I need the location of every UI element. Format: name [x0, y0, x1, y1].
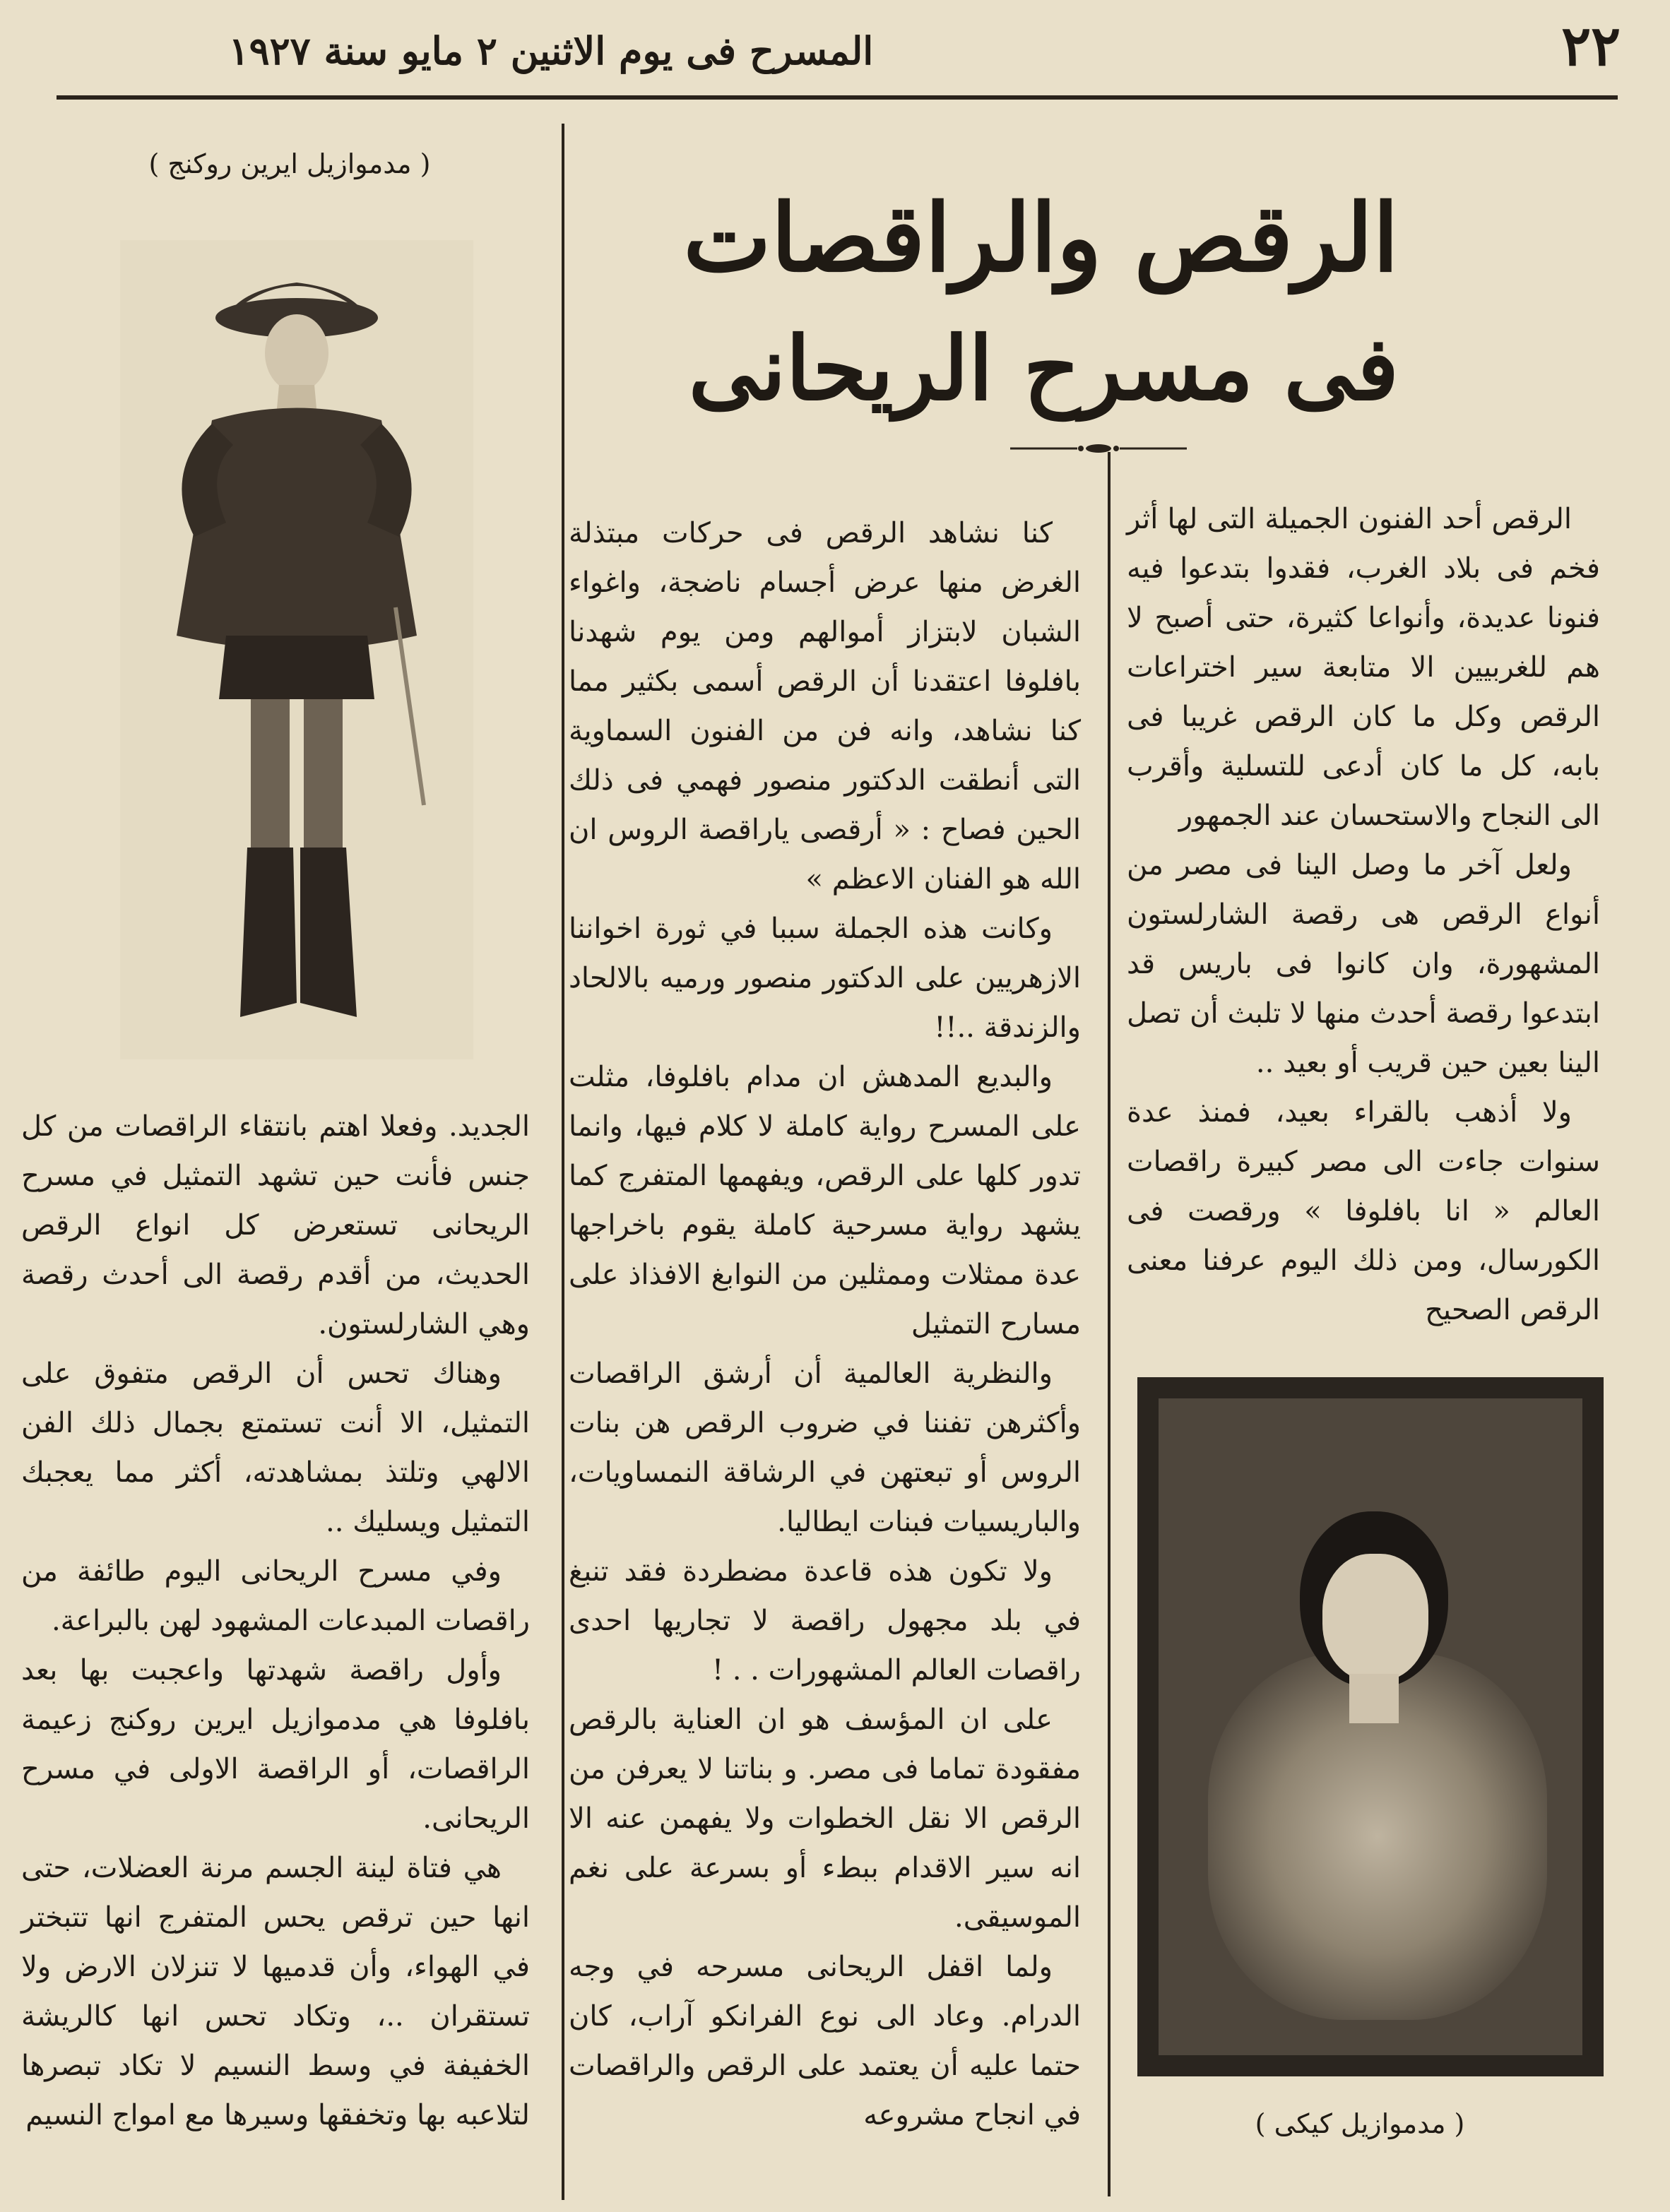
article-subtitle: فى مسرح الريحانى — [688, 318, 1399, 420]
portrait-neck — [1349, 1674, 1399, 1723]
title-ornament — [1010, 441, 1187, 456]
paragraph: وأول راقصة شهدتها واعجبت بها بعد بافلوفا هي مدموازيل ايرين روكنج زعيمة الراقصات، أو الراقصة الاولى في مسرح الريحانى. — [21, 1654, 530, 1835]
column-divider — [1108, 452, 1111, 2196]
page-number: ٢٢ — [1561, 14, 1621, 78]
paragraph: كنا نشاهد الرقص فى حركات مبتذلة الغرض منها عرض أجسام ناضجة، واغواء الشبان لابتزاز أموالهم ومن يوم شهدنا بافلوفا اعتقدنا أن الرقص أسمى بكثير مما كنا نشاهد، وانه فن من الفنون السماوية التى أنطقت الدكتور منصور فهمي فى ذلك الحين فصاح : « أرقصى ياراقصة الروس ان الله هو الفنان الاعظم » — [569, 517, 1081, 896]
article-column-middle — [569, 509, 1081, 2140]
running-header: المسرح فى يوم الاثنين ٢ مايو سنة ١٩٢٧ — [228, 28, 874, 73]
column-divider — [562, 124, 564, 2200]
article-column-left — [21, 1102, 530, 2140]
paragraph: وفي مسرح الريحانى اليوم طائفة من راقصات المبدعات المشهود لهن بالبراعة. — [21, 1555, 530, 1637]
portrait-photo — [1137, 1377, 1604, 2076]
portrait-face — [1322, 1554, 1428, 1681]
photo-caption-left: ( مدموازيل ايرين روكنج ) — [148, 148, 431, 179]
photo-caption-right: ( مدموازيل كيكى ) — [1255, 2108, 1465, 2139]
paragraph: ولما اقفل الريحانى مسرحه في وجه الدرام. وعاد الى نوع الفرانكو آراب، كان حتما عليه أن يعتمد على الرقص والراقصات في انجاح مشروعه — [569, 1951, 1081, 2131]
paragraph: والبديع المدهش ان مدام بافلوفا، مثلت على المسرح رواية كاملة لا كلام فيها، وانما تدور كلها على الرقص، ويفهمها المتفرج كما يشهد رواية مسرحية كاملة يقوم باخراجها عدة ممثلات وممثلين من النوابغ الافذاذ على مسارح التمثيل — [569, 1061, 1081, 1340]
article-title: الرقص والراقصات — [683, 184, 1399, 293]
header-rule — [57, 95, 1618, 100]
paragraph: ولا تكون هذه قاعدة مضطردة فقد تنبغ في بلد مجهول راقصة لا تجاريها احدى راقصات العالم المشهورات . . ! — [569, 1555, 1081, 1687]
paragraph: ولعل آخر ما وصل الينا فى مصر من أنواع الرقص هى رقصة الشارلستون المشهورة، وان كانوا فى باريس قد ابتدعوا رقصة أحدث منها لا تلبث أن تصل الينا بعين حين قريب أو بعيد .. — [1127, 849, 1600, 1079]
paragraph: وهناك تحس أن الرقص متفوق على التمثيل، الا أنت تستمتع بجمال ذلك الفن الالهي وتلتذ بمشاهدته، أكثر مما يعجبك التمثيل ويسليك .. — [21, 1357, 530, 1538]
paragraph: وكانت هذه الجملة سببا في ثورة اخواننا الازهريين على الدكتور منصور ورميه بالالحاد والزندقة ..!! — [569, 912, 1081, 1044]
paragraph: على ان المؤسف هو ان العناية بالرقص مفقودة تماما فى مصر. و بناتنا لا يعرفن من الرقص الا نقل الخطوات ولا يفهمن عنه الا انه سير الاقدام ببطء أو بسرعة على نغم الموسيقى. — [569, 1703, 1081, 1934]
paragraph: الرقص أحد الفنون الجميلة التى لها أثر فخم فى بلاد الغرب، فقدوا بتدعوا فيه فنونا عديدة، وأنواعا كثيرة، حتى أصبح لا هم للغربيين الا متابعة سير اختراعات الرقص وكل ما كان الرقص غريبا فى بابه، كل ما كان أدعى للتسلية وأقرب الى النجاح والاستحسان عند الجمهور — [1127, 503, 1600, 832]
paragraph: هي فتاة لينة الجسم مرنة العضلات، حتى انها حين ترقص يحس المتفرج انها تتبختر في الهواء، وأن قدميها لا تنزلان الارض ولا تستقران ..، وتكاد تحس انها كالريشة الخفيفة في وسط النسيم لا تكاد تبصرها لتلاعبه بها وتخفقها وسيرها مع امواج النسيم — [21, 1852, 530, 2131]
portrait-image — [1159, 1398, 1582, 2055]
dancer-full-length-photo — [120, 240, 473, 1059]
paragraph: ولا أذهب بالقراء بعيد، فمنذ عدة سنوات جاءت الى مصر كبيرة راقصات العالم « انا بافلوفا » ورقصت فى الكورسال، ومن ذلك اليوم عرفنا معنى الرقص الصحيح — [1127, 1096, 1600, 1326]
paragraph: والنظرية العالمية أن أرشق الراقصات وأكثرهن تفننا في ضروب الرقص هن بنات الروس أو تبعتهن في الرشاقة النمساويات، والباريسيات فبنات ايطاليا. — [569, 1357, 1081, 1538]
paragraph: الجديد. وفعلا اهتم بانتقاء الراقصات من كل جنس فأنت حين تشهد التمثيل في مسرح الريحانى تستعرض كل انواع الرقص الحديث، من أقدم رقصة الى أحدث رقصة وهي الشارلستون. — [21, 1110, 530, 1340]
article-column-right — [1127, 494, 1600, 1335]
